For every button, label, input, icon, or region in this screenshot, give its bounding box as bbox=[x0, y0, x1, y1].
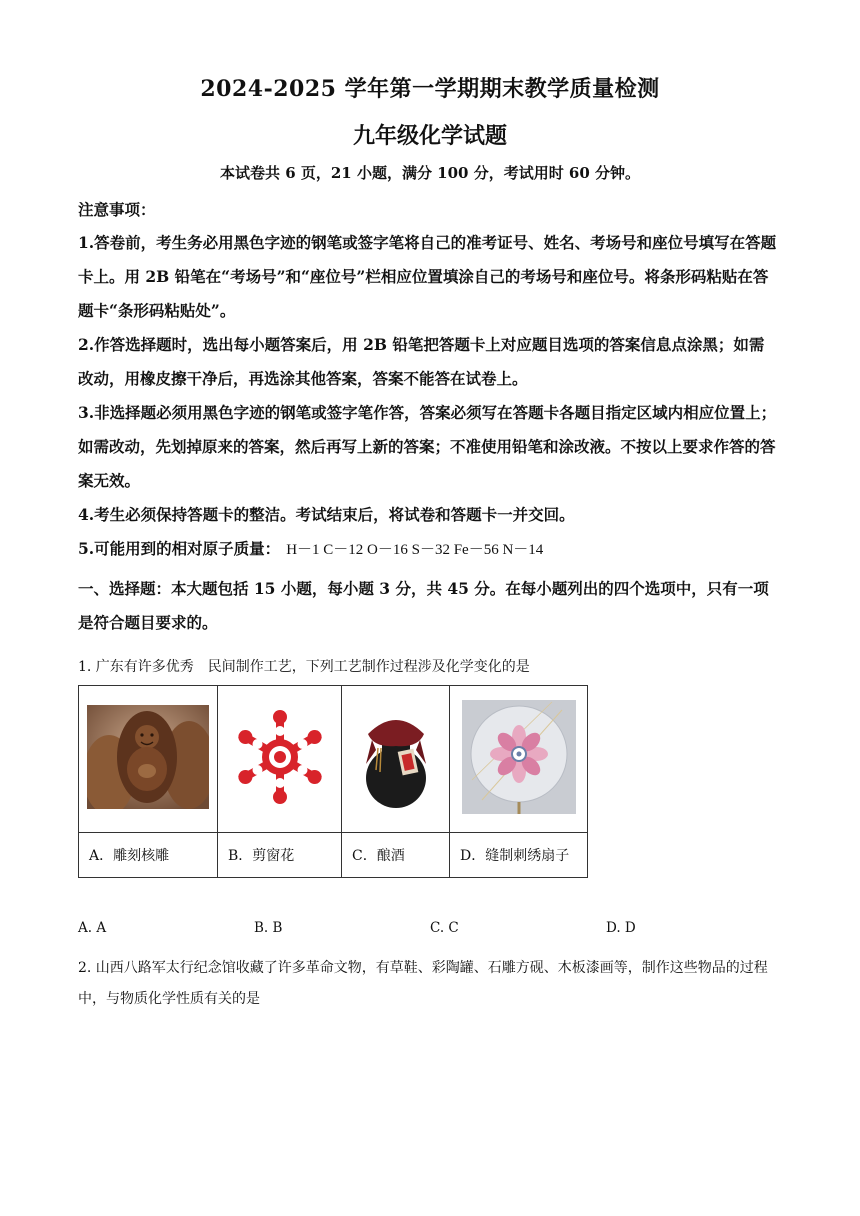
option-c-image-cell bbox=[342, 686, 450, 833]
exam-title: 2024-2025 学年第一学期期末教学质量检测 bbox=[200, 76, 660, 102]
option-a-label: A．雕刻核雕 bbox=[79, 833, 218, 878]
answer-choice-a[interactable]: A. A bbox=[78, 920, 107, 936]
answer-choice-c[interactable]: C. C bbox=[430, 920, 459, 936]
option-a-image-cell bbox=[79, 686, 218, 833]
question-1-stem: 1. 广东有许多优秀 民间制作工艺，下列工艺制作过程涉及化学变化的是 bbox=[78, 659, 530, 675]
atomic-mass-label: 5.可能用到的相对原子质量： bbox=[78, 539, 281, 558]
option-c-label: C．酿酒 bbox=[342, 833, 450, 878]
notice-item-2: 2.作答选择题时，选出每小题答案后，用 2B 铅笔把答题卡上对应题目选项的答案信息点涂黑；如需改动，用橡皮擦干净后，再选涂其他答案，答案不能答在试卷上。 bbox=[78, 335, 765, 388]
notice-list bbox=[78, 226, 778, 567]
question-2-stem: 2. 山西八路军太行纪念馆收藏了许多革命文物，有草鞋、彩陶罐、石雕方砚、木板漆画等，制作这些物品的过程中，与物质化学性质有关的是 bbox=[78, 960, 768, 1007]
notice-item-1: 1.答卷前，考生务必用黑色字迹的钢笔或签字笔将自己的准考证号、姓名、考场号和座位号填写在答题卡上。用 2B 铅笔在“考场号”和“座位号”栏相应位置填涂自己的考场号和座位号。将条形码粘贴在答题卡“条形码粘贴处”。 bbox=[78, 233, 777, 320]
exam-info: 本试卷共 6 页，21 小题，满分 100 分，考试用时 60 分钟。 bbox=[219, 164, 641, 182]
option-d-label: D．缝制刺绣扇子 bbox=[450, 833, 588, 878]
paper-cutting-image bbox=[228, 705, 332, 809]
notice-item-3: 3.非选择题必须用黑色字迹的钢笔或签字笔作答，答案必须写在答题卡各题目指定区域内相应位置上；如需改动，先划掉原来的答案，然后再写上新的答案；不准使用铅笔和涂改液。不按以上要求作答的答案无效。 bbox=[78, 403, 777, 490]
walnut-carving-image bbox=[87, 705, 209, 809]
exam-subtitle: 九年级化学试题 bbox=[352, 123, 507, 149]
answer-choice-d[interactable]: D. D bbox=[606, 920, 636, 936]
embroidered-fan-image bbox=[462, 700, 576, 814]
notice-item-4: 4.考生必须保持答题卡的整洁。考试结束后，将试卷和答题卡一并交回。 bbox=[78, 505, 575, 524]
answer-choice-b[interactable]: B. B bbox=[254, 920, 283, 936]
option-b-label: B．剪窗花 bbox=[218, 833, 342, 878]
option-b-image-cell bbox=[218, 686, 342, 833]
option-d-image-cell bbox=[450, 686, 588, 833]
wine-jar-image bbox=[356, 704, 436, 810]
notice-item-5 bbox=[78, 532, 778, 567]
question-1-options-table bbox=[78, 685, 588, 878]
atomic-mass-formula: H－1 C－12 O－16 S－32 Fe－56 N－14 bbox=[286, 542, 544, 558]
section-1-heading: 一、选择题：本大题包括 15 小题，每小题 3 分，共 45 分。在每小题列出的四个选项中，只有一项是符合题目要求的。 bbox=[78, 579, 769, 632]
notice-heading: 注意事项： bbox=[78, 200, 156, 219]
